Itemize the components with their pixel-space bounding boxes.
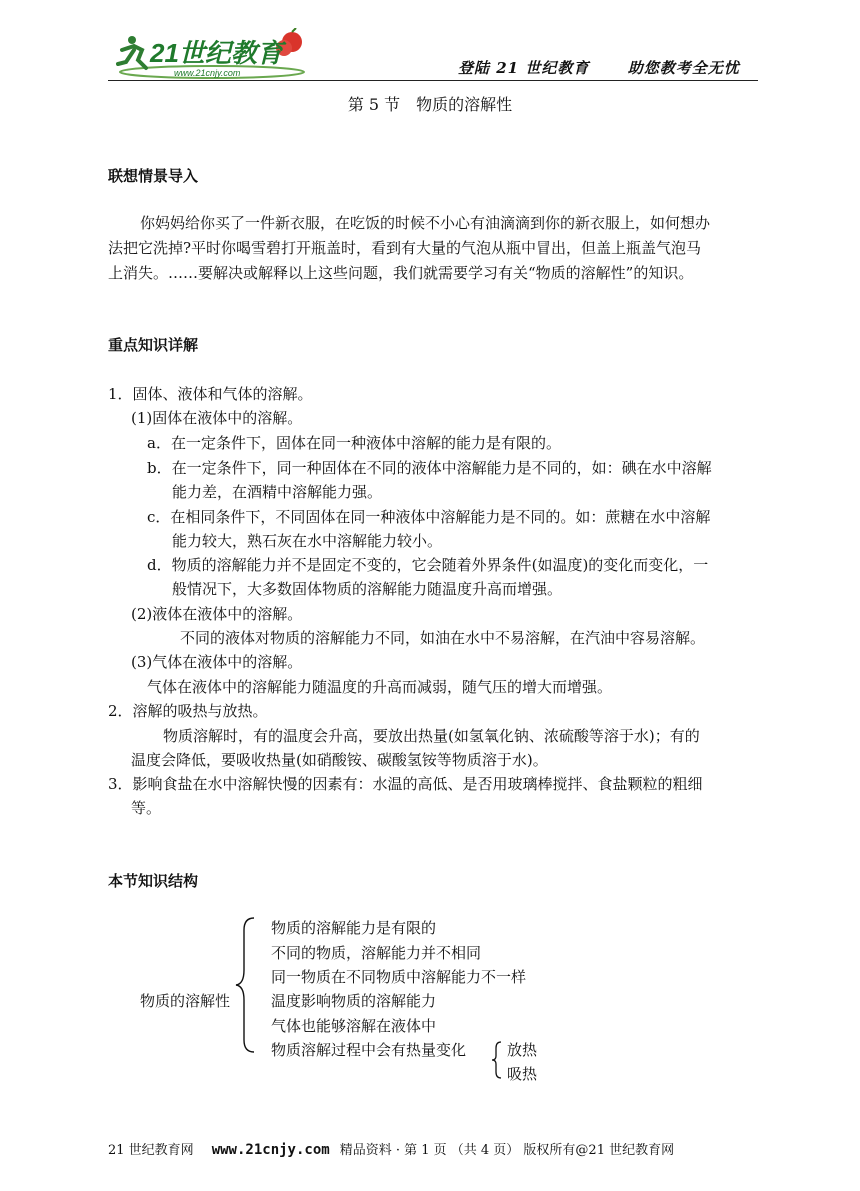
logo-text: 21世纪教育 (150, 38, 283, 68)
kp-line: b．在一定条件下，同一种固体在不同的液体中溶解能力是不同的，如：碘在水中溶解 (147, 459, 712, 477)
sub-item-absorb-heat: 吸热 (507, 1065, 538, 1083)
kp-line: 3．影响食盐在水中溶解快慢的因素有：水温的高低、是否用玻璃棒搅拌、食盐颗粒的粗细 (108, 775, 703, 793)
kp-line: 2．溶解的吸热与放热。 (108, 702, 268, 720)
structure-item: 同一物质在不同物质中溶解能力不一样 (271, 968, 527, 986)
structure-item: 气体也能够溶解在液体中 (271, 1017, 437, 1035)
footer-site: 21 世纪教育网 (108, 1143, 194, 1158)
header-divider (108, 80, 758, 81)
intro-heading: 联想情景导入 (108, 167, 199, 185)
structure-root: 物质的溶解性 (140, 992, 231, 1010)
kp-line: 1．固体、液体和气体的溶解。 (108, 385, 313, 403)
kp-line: d．物质的溶解能力并不是固定不变的，它会随着外界条件(如温度)的变化而变化，一 (147, 556, 709, 574)
intro-line-2: 法把它洗掉?平时你喝雪碧打开瓶盖时，看到有大量的气泡从瓶中冒出，但盖上瓶盖气泡马 (108, 239, 702, 257)
slogan-left: 登陆 21 世纪教育 (458, 59, 590, 77)
kp-line: 等。 (131, 799, 162, 817)
sub-brace (488, 1040, 504, 1080)
kp-line: 温度会降低，要吸收热量(如硝酸铵、碳酸氢铵等物质溶于水)。 (131, 751, 548, 769)
kp-line: (2)液体在液体中的溶解。 (131, 605, 303, 623)
page-footer (108, 1139, 674, 1158)
structure-item: 温度影响物质的溶解能力 (271, 992, 437, 1010)
site-logo (112, 28, 312, 80)
kp-line: c．在相同条件下，不同固体在同一种液体中溶解能力是不同的。如：蔗糖在水中溶解 (147, 508, 711, 526)
kp-line: 不同的液体对物质的溶解能力不同，如油在水中不易溶解，在汽油中容易溶解。 (180, 629, 706, 647)
intro-line-3: 上消失。……要解决或解释以上这些问题，我们就需要学习有关“物质的溶解性”的知识。 (108, 264, 694, 282)
kp-line: 能力较大，熟石灰在水中溶解能力较小。 (172, 532, 443, 550)
kp-line: (3)气体在液体中的溶解。 (131, 653, 303, 671)
logo-url: www.21cnjy.com (174, 68, 241, 78)
header-slogan (458, 57, 740, 78)
structure-item: 物质溶解过程中会有热量变化 (271, 1041, 467, 1059)
page-title: 第 5 节 物质的溶解性 (347, 95, 513, 114)
key-points-heading: 重点知识详解 (108, 336, 199, 354)
intro-line-1: 你妈妈给你买了一件新衣服，在吃饭的时候不小心有油滴滴到你的新衣服上，如何想办 (140, 214, 711, 232)
kp-line: (1)固体在液体中的溶解。 (131, 409, 303, 427)
kp-line: a．在一定条件下，固体在同一种液体中溶解的能力是有限的。 (147, 434, 561, 452)
structure-brace (232, 914, 262, 1056)
kp-line: 气体在液体中的溶解能力随温度的升高而减弱，随气压的增大而增强。 (147, 678, 613, 696)
slogan-right: 助您教考全无忧 (627, 59, 740, 77)
structure-heading: 本节知识结构 (108, 872, 199, 890)
sub-item-release-heat: 放热 (507, 1041, 538, 1059)
footer-info: 精品资料 · 第 1 页 （共 4 页） 版权所有@21 世纪教育网 (339, 1143, 675, 1158)
structure-item: 物质的溶解能力是有限的 (271, 919, 437, 937)
structure-item: 不同的物质，溶解能力并不相同 (271, 944, 482, 962)
kp-line: 物质溶解时，有的温度会升高，要放出热量(如氢氧化钠、浓硫酸等溶于水)；有的 (163, 727, 700, 745)
kp-line: 能力差，在酒精中溶解能力强。 (172, 483, 383, 501)
logo-graphic (112, 28, 312, 80)
kp-line: 般情况下，大多数固体物质的溶解能力随温度升高而增强。 (172, 580, 563, 598)
footer-url[interactable]: www.21cnjy.com (211, 1142, 330, 1158)
